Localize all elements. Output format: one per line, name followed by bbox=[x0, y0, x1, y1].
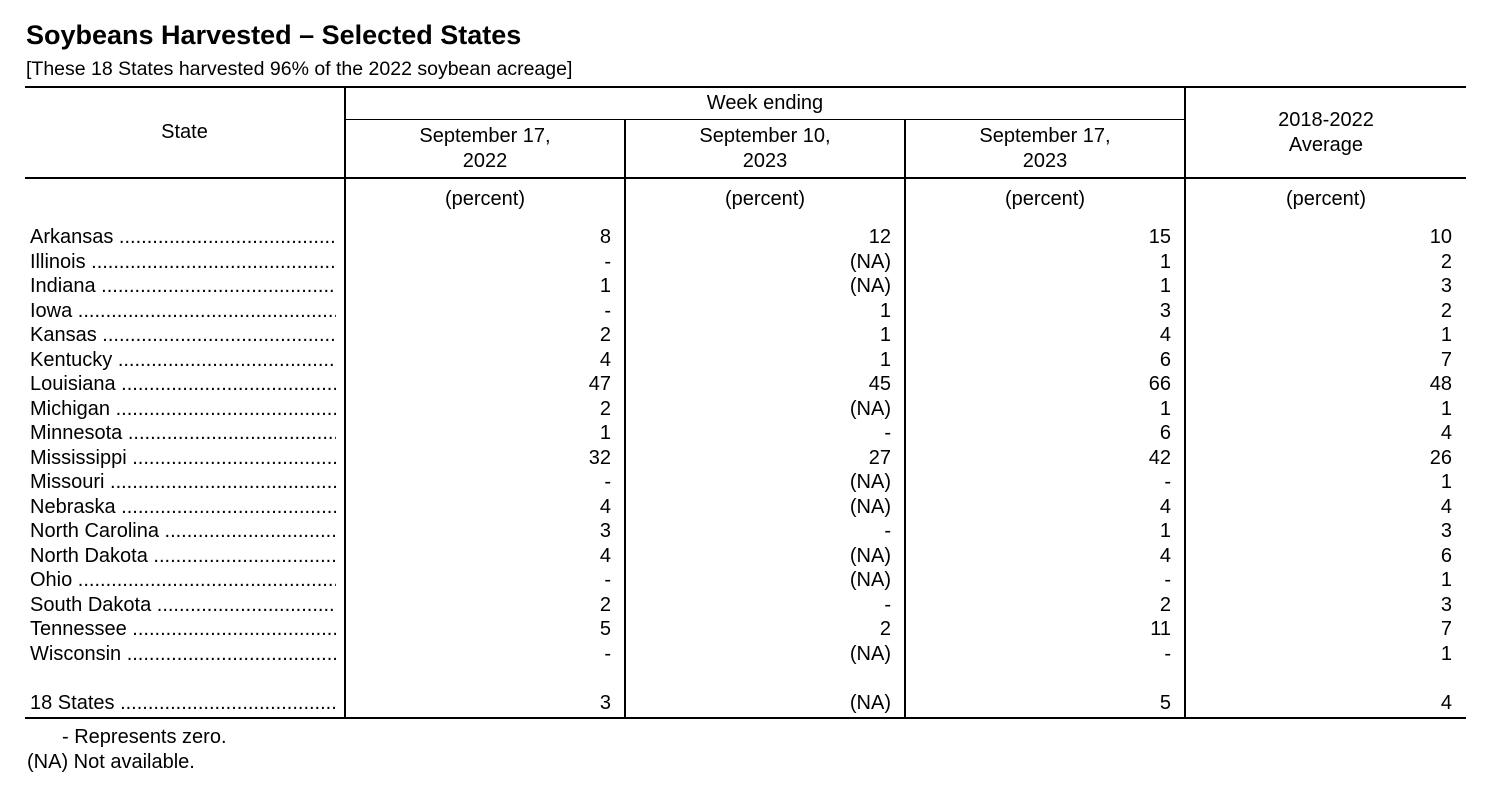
table-top-rule bbox=[25, 86, 1466, 88]
unit-label: (percent) bbox=[1285, 188, 1367, 210]
state-name: Michigan ..... bbox=[30, 397, 336, 421]
table-cell: 2 bbox=[879, 618, 891, 640]
table-cell: 1 bbox=[1159, 397, 1171, 420]
state-column-header: State bbox=[161, 121, 208, 143]
table-cell: (NA) bbox=[849, 544, 891, 567]
unit-label: (percent) bbox=[724, 188, 806, 210]
unit-label: (percent) bbox=[1004, 188, 1086, 210]
table-cell: 4 bbox=[1440, 422, 1452, 444]
state-name: Nebraska ..... bbox=[30, 495, 336, 519]
table-cell: (NA) bbox=[849, 642, 891, 665]
week-ending-header: Week ending bbox=[706, 92, 824, 114]
table-cell: 7 bbox=[1440, 348, 1452, 371]
table-cell: 66 bbox=[1148, 373, 1171, 395]
table-cell: 3 bbox=[599, 520, 611, 542]
table-cell: 7 bbox=[1440, 618, 1452, 640]
page-title: Soybeans Harvested – Selected States bbox=[26, 20, 522, 50]
column-divider bbox=[344, 87, 346, 718]
state-name: Indiana ..... bbox=[30, 274, 336, 298]
table-cell: - bbox=[604, 642, 611, 665]
table-cell: 1 bbox=[599, 275, 611, 297]
column-header-line: September 17, bbox=[419, 125, 551, 147]
table-cell: 1 bbox=[879, 299, 891, 322]
table-cell: 1 bbox=[599, 422, 611, 444]
table-cell: 4 bbox=[1440, 692, 1452, 714]
state-name: 18 States ..... bbox=[30, 691, 336, 715]
table-cell: 1 bbox=[1440, 569, 1452, 591]
table-cell: - bbox=[884, 520, 891, 542]
state-name: Louisiana ..... bbox=[30, 372, 336, 396]
column-header-line: 2023 bbox=[1022, 150, 1068, 172]
table-cell: 4 bbox=[599, 495, 611, 518]
table-cell: 32 bbox=[588, 446, 611, 469]
footnote-na: (NA) Not available. bbox=[27, 751, 195, 773]
table-cell: (NA) bbox=[849, 692, 891, 714]
table-cell: 2 bbox=[599, 593, 611, 616]
table-cell: 48 bbox=[1429, 373, 1452, 395]
page-subtitle: [These 18 States harvested 96% of the 2022 soybean acreage] bbox=[26, 58, 573, 80]
table-cell: 2 bbox=[1440, 250, 1452, 273]
table-cell: 1 bbox=[1159, 250, 1171, 273]
table-cell: 12 bbox=[868, 226, 891, 248]
table-cell: 6 bbox=[1440, 544, 1452, 567]
table-cell: 2 bbox=[599, 397, 611, 420]
table-cell: 11 bbox=[1150, 618, 1171, 640]
table-cell: - bbox=[1164, 642, 1171, 665]
table-cell: 1 bbox=[1159, 520, 1171, 542]
table-cell: (NA) bbox=[849, 569, 891, 591]
table-cell: 26 bbox=[1429, 446, 1452, 469]
column-header-line: 2022 bbox=[462, 150, 508, 172]
table-cell: 4 bbox=[1440, 495, 1452, 518]
table-cell: 1 bbox=[1440, 397, 1452, 420]
state-name: Arkansas ..... bbox=[30, 225, 336, 249]
column-header-line: September 17, bbox=[979, 125, 1111, 147]
state-name: Minnesota ..... bbox=[30, 421, 336, 445]
table-cell: - bbox=[604, 299, 611, 322]
table-cell: 4 bbox=[599, 348, 611, 371]
header-bottom-rule bbox=[25, 177, 1466, 179]
table-cell: 5 bbox=[599, 618, 611, 640]
table-cell: (NA) bbox=[849, 275, 891, 297]
table-cell: 2 bbox=[1440, 299, 1452, 322]
table-cell: 1 bbox=[1440, 642, 1452, 665]
unit-label: (percent) bbox=[444, 188, 526, 210]
table-cell: 6 bbox=[1159, 422, 1171, 444]
table-cell: 1 bbox=[879, 348, 891, 371]
table-cell: 8 bbox=[599, 226, 611, 248]
table-cell: 6 bbox=[1159, 348, 1171, 371]
state-name: Missouri ..... bbox=[30, 470, 336, 494]
table-cell: 1 bbox=[1159, 275, 1171, 297]
table-cell: - bbox=[604, 471, 611, 493]
state-name: Tennessee ..... bbox=[30, 617, 336, 641]
table-cell: 42 bbox=[1148, 446, 1171, 469]
week-ending-underline bbox=[345, 119, 1185, 120]
table-cell: 1 bbox=[1440, 324, 1452, 346]
table-cell: 10 bbox=[1429, 226, 1452, 248]
table-bottom-rule bbox=[25, 717, 1466, 719]
table-cell: 4 bbox=[1159, 544, 1171, 567]
column-header-sep17-2022 bbox=[346, 124, 624, 174]
column-header-sep17-2023 bbox=[906, 124, 1184, 174]
state-name: Kentucky ..... bbox=[30, 348, 336, 372]
state-name: North Carolina ..... bbox=[30, 519, 336, 543]
column-header-sep10-2023 bbox=[626, 124, 904, 174]
table-cell: 4 bbox=[1159, 495, 1171, 518]
column-header-line: 2023 bbox=[742, 150, 788, 172]
table-cell: 47 bbox=[588, 373, 611, 395]
state-name: Iowa ..... bbox=[30, 299, 336, 323]
table-cell: - bbox=[1164, 471, 1171, 493]
table-cell: 4 bbox=[599, 544, 611, 567]
state-name: Illinois ..... bbox=[30, 250, 336, 274]
state-name: North Dakota ..... bbox=[30, 544, 336, 568]
table-cell: 45 bbox=[868, 373, 891, 395]
table-cell: 2 bbox=[599, 324, 611, 346]
table-cell: (NA) bbox=[849, 250, 891, 273]
table-cell: (NA) bbox=[849, 397, 891, 420]
table-cell: (NA) bbox=[849, 471, 891, 493]
table-cell: - bbox=[1164, 569, 1171, 591]
state-name: South Dakota ..... bbox=[30, 593, 336, 617]
table-cell: 1 bbox=[1440, 471, 1452, 493]
table-cell: 1 bbox=[879, 324, 891, 346]
table-cell: 3 bbox=[1440, 275, 1452, 297]
table-cell: 4 bbox=[1159, 324, 1171, 346]
table-cell: 3 bbox=[1440, 520, 1452, 542]
footnote-zero: - Represents zero. bbox=[62, 726, 227, 748]
table-cell: 15 bbox=[1148, 226, 1171, 248]
table-cell: 3 bbox=[1440, 593, 1452, 616]
table-cell: (NA) bbox=[849, 495, 891, 518]
column-header-line: September 10, bbox=[699, 125, 831, 147]
table-cell: 5 bbox=[1159, 692, 1171, 714]
state-name: Wisconsin ..... bbox=[30, 642, 336, 666]
table-cell: 3 bbox=[1159, 299, 1171, 322]
state-name: Ohio ..... bbox=[30, 568, 336, 592]
state-name: Kansas ..... bbox=[30, 323, 336, 347]
column-header-average bbox=[1186, 108, 1466, 158]
table-cell: - bbox=[884, 593, 891, 616]
table-cell: 2 bbox=[1159, 593, 1171, 616]
table-cell: - bbox=[604, 569, 611, 591]
table-cell: - bbox=[604, 250, 611, 273]
table-cell: 27 bbox=[868, 446, 891, 469]
table-cell: 3 bbox=[599, 692, 611, 714]
state-name: Mississippi ..... bbox=[30, 446, 336, 470]
column-header-line: 2018-2022 bbox=[1278, 109, 1374, 131]
column-divider bbox=[1184, 87, 1186, 718]
column-header-line: Average bbox=[1288, 134, 1364, 156]
table-cell: - bbox=[884, 422, 891, 444]
